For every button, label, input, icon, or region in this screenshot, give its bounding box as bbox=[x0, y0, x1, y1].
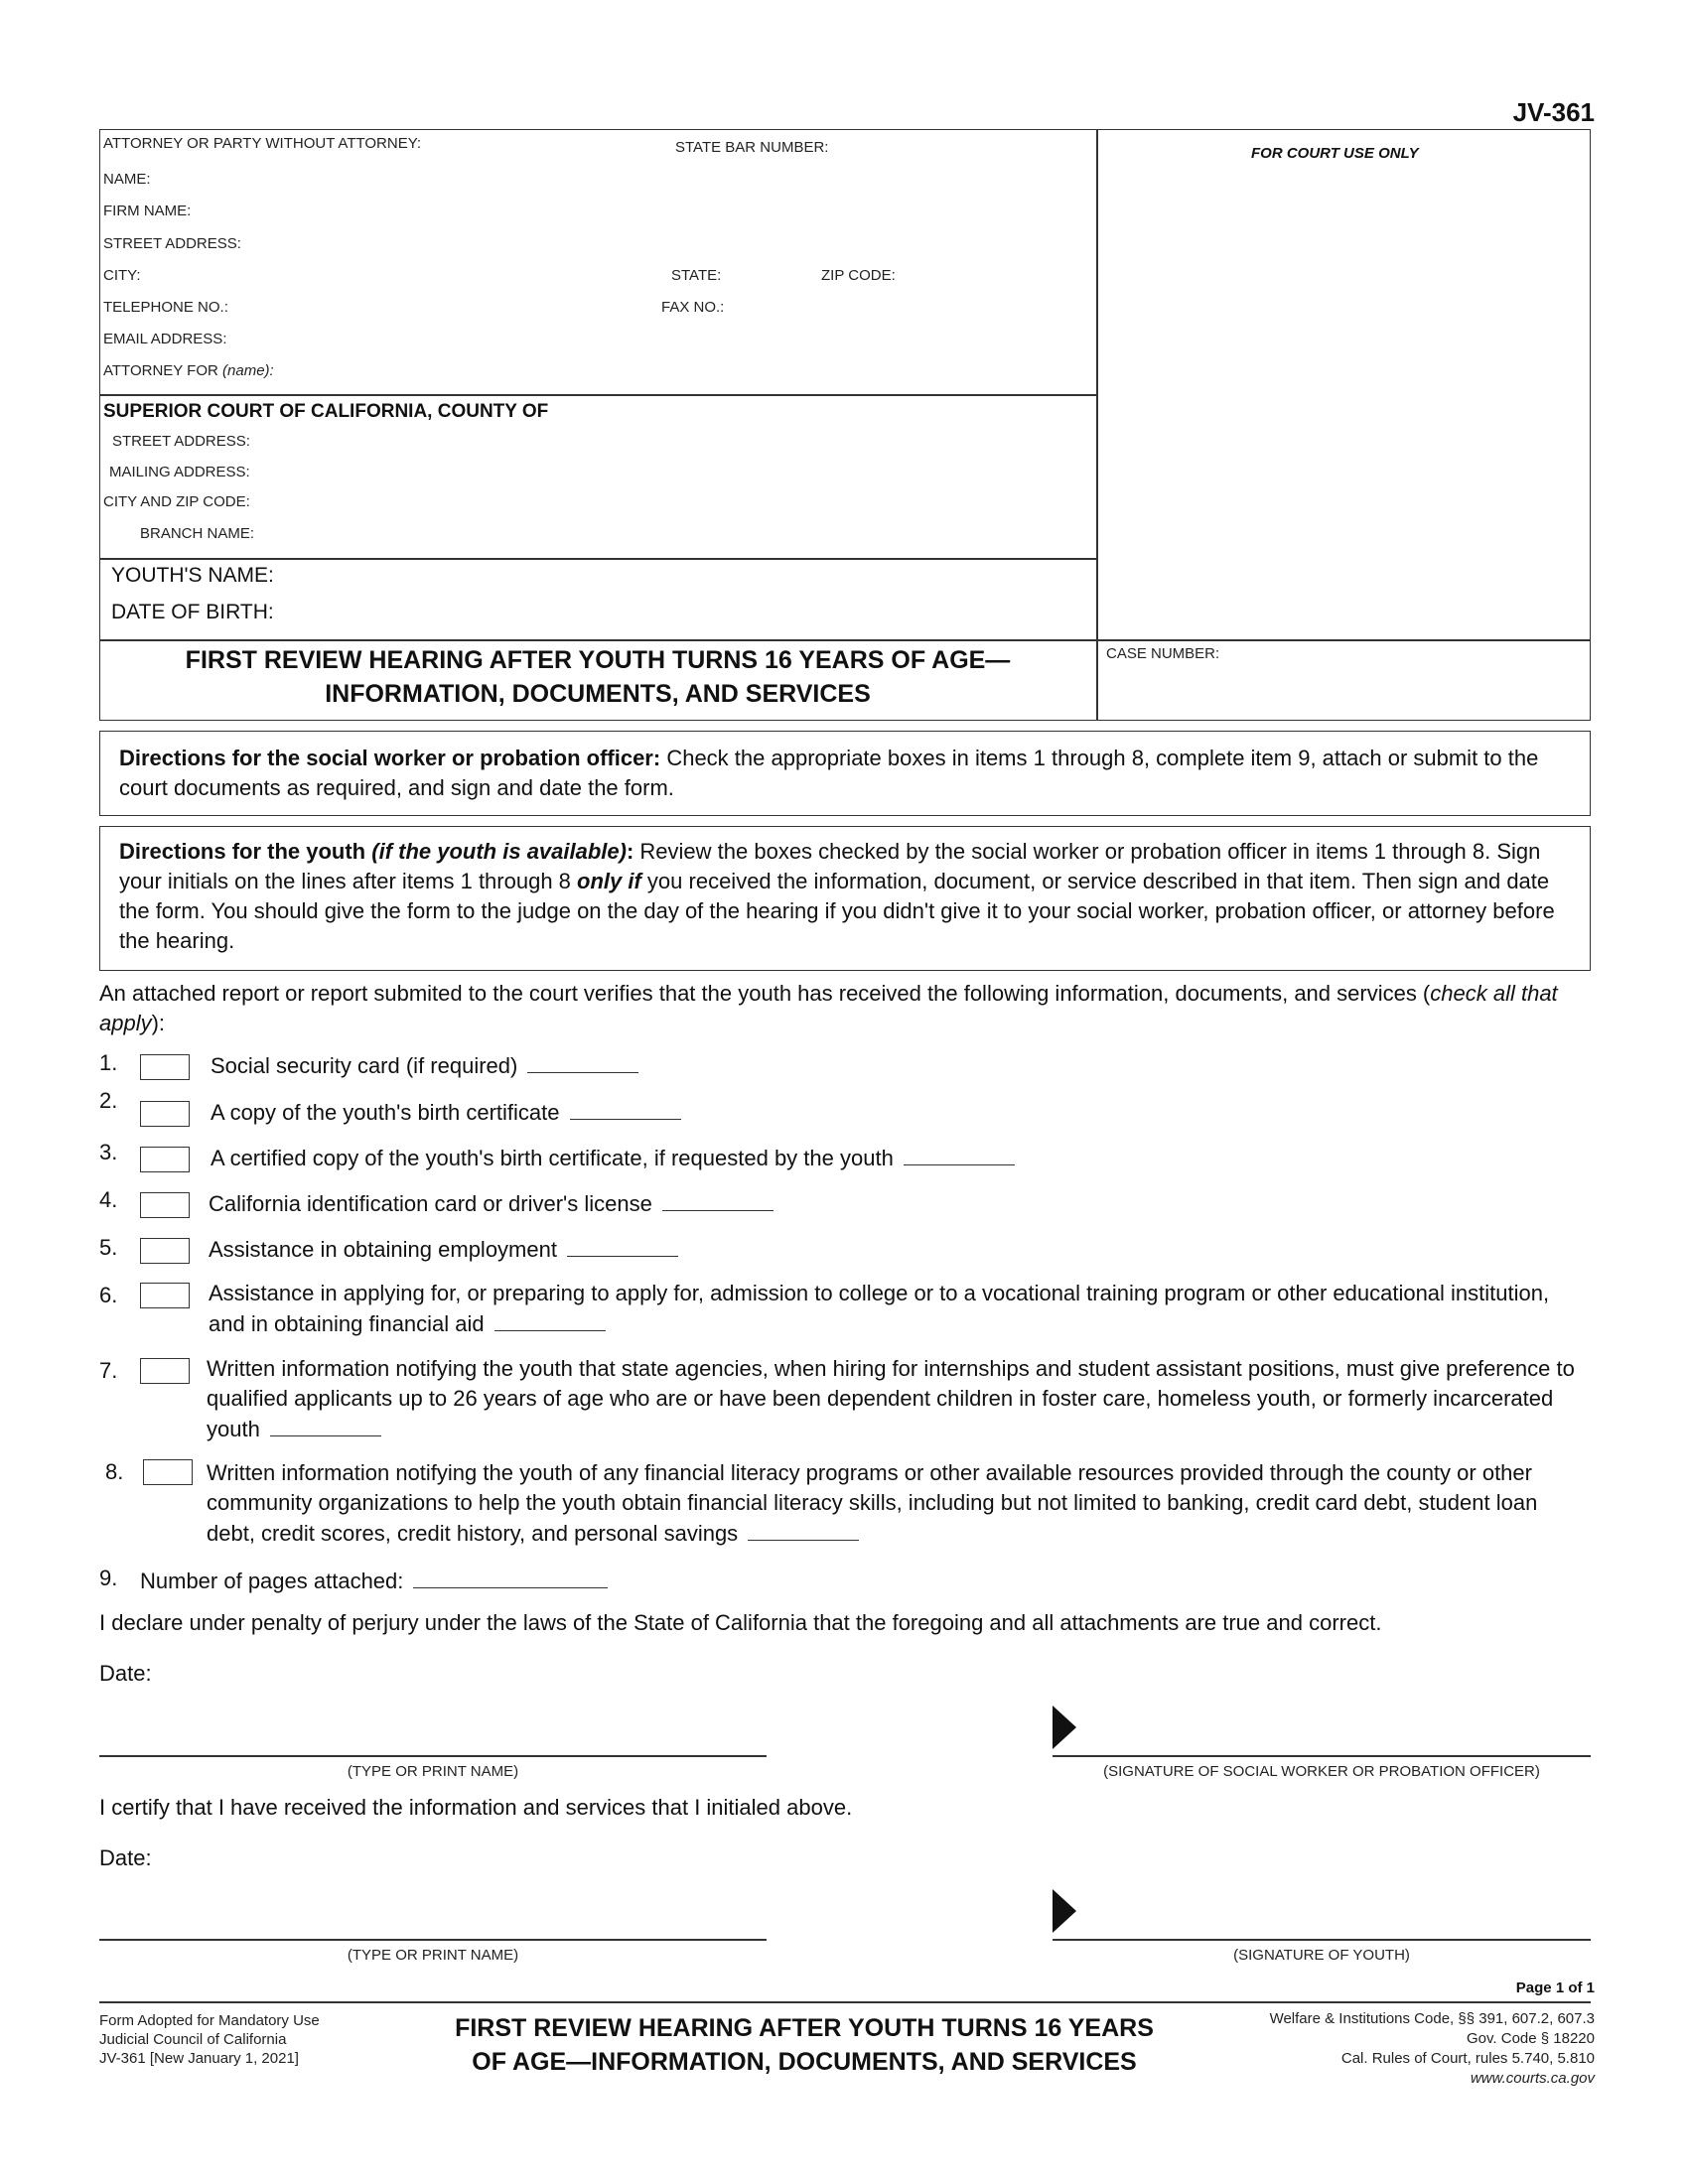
attorney-for-label: ATTORNEY FOR (name): bbox=[103, 362, 274, 379]
attorney-label: ATTORNEY OR PARTY WITHOUT ATTORNEY: bbox=[103, 135, 422, 152]
item-3-initial-line[interactable] bbox=[904, 1143, 1015, 1165]
item-2: A copy of the youth's birth certificate bbox=[211, 1097, 1581, 1128]
page-number: Page 1 of 1 bbox=[1515, 1979, 1595, 1996]
declaration-text: I declare under penalty of perjury under the laws of the State of California that the foregoing and all attachments are true and correct. bbox=[99, 1610, 1382, 1635]
email-label: EMAIL ADDRESS: bbox=[103, 331, 227, 347]
form-title: FIRST REVIEW HEARING AFTER YOUTH TURNS 16 YEARS OF AGE— INFORMATION, DOCUMENTS, AND SERVICES bbox=[185, 646, 1011, 708]
directions-youth: Directions for the youth (if the youth is available): Review the boxes checked by the social worker or probation officer in items 1 through 8. Sign your initials on the lines after items 1 through 8 only if you received the information, document, or service described in that item. Then sign and date the form. You should give the form to the judge on the day of the hearing if you didn't give it to your social worker, probation officer, or attorney before the hearing. bbox=[119, 839, 1555, 953]
city-label: CITY: bbox=[103, 267, 141, 284]
item-6: Assistance in applying for, or preparing to apply for, admission to college or to a vocational training program or other educational institution, and in obtaining financial aid bbox=[209, 1281, 1550, 1336]
telephone-label: TELEPHONE NO.: bbox=[103, 299, 228, 316]
fax-label: FAX NO.: bbox=[661, 299, 725, 316]
footer-title: FIRST REVIEW HEARING AFTER YOUTH TURNS 16 YEARS OF AGE—INFORMATION, DOCUMENTS, AND SERVICES bbox=[455, 2014, 1154, 2076]
street-address-label: STREET ADDRESS: bbox=[103, 235, 241, 252]
signature-arrow-icon bbox=[1053, 1889, 1076, 1933]
type-name-line[interactable] bbox=[99, 1939, 767, 1941]
caption-box bbox=[99, 129, 1591, 721]
item-number: 7. bbox=[99, 1358, 118, 1383]
caption-divider bbox=[1096, 129, 1098, 721]
item-5: Assistance in obtaining employment bbox=[209, 1234, 1579, 1265]
item-5-checkbox[interactable] bbox=[140, 1238, 190, 1264]
item-number: 4. bbox=[99, 1187, 118, 1212]
item-1-checkbox[interactable] bbox=[140, 1054, 190, 1080]
item-number: 1. bbox=[99, 1050, 118, 1075]
item-4-checkbox[interactable] bbox=[140, 1192, 190, 1218]
item-number: 9. bbox=[99, 1566, 118, 1590]
youth-name-label: YOUTH'S NAME: bbox=[111, 564, 274, 587]
zip-code-label: ZIP CODE: bbox=[821, 267, 896, 284]
case-number-label: CASE NUMBER: bbox=[1106, 645, 1220, 662]
youth-signature-caption: (SIGNATURE OF YOUTH) bbox=[1233, 1947, 1410, 1964]
item-7: Written information notifying the youth that state agencies, when hiring for internships and student assistant positions, must give preference to qualified applicants up to 26 years of age who are or have been dependent children in foster care, homeless youth, or formerly incarcerated youth bbox=[207, 1356, 1575, 1441]
item-6-checkbox[interactable] bbox=[140, 1283, 190, 1308]
item-3-checkbox[interactable] bbox=[140, 1147, 190, 1172]
item-7-checkbox[interactable] bbox=[140, 1358, 190, 1384]
item-8: Written information notifying the youth of any financial literacy programs or other available resources provided through the county or other community organizations to help the youth obtain financial literacy skills, including but not limited to banking, credit card debt, student loan debt, credit scores, credit history, and personal savings bbox=[207, 1460, 1538, 1546]
item-number: 3. bbox=[99, 1140, 118, 1164]
item-5-initial-line[interactable] bbox=[567, 1234, 678, 1257]
item-number: 5. bbox=[99, 1235, 118, 1260]
court-street-label: STREET ADDRESS: bbox=[112, 433, 250, 450]
item-1-initial-line[interactable] bbox=[527, 1050, 638, 1073]
type-name-line[interactable] bbox=[99, 1755, 767, 1757]
pages-attached-field[interactable] bbox=[413, 1566, 608, 1588]
item-number: 8. bbox=[105, 1459, 124, 1484]
signature-arrow-icon bbox=[1053, 1706, 1076, 1749]
item-8-checkbox[interactable] bbox=[143, 1459, 193, 1485]
item-3: A certified copy of the youth's birth certificate, if requested by the youth bbox=[211, 1143, 1581, 1173]
footer-left: Form Adopted for Mandatory Use Judicial Council of California JV-361 [New January 1, 2021] bbox=[99, 2012, 320, 2067]
item-2-initial-line[interactable] bbox=[570, 1097, 681, 1120]
certify-text: I certify that I have received the information and services that I initialed above. bbox=[99, 1795, 853, 1820]
court-heading: SUPERIOR COURT OF CALIFORNIA, COUNTY OF bbox=[103, 401, 549, 422]
name-label: NAME: bbox=[103, 171, 151, 188]
courts-website-link[interactable]: www.courts.ca.gov bbox=[1470, 2070, 1595, 2087]
item-9: Number of pages attached: bbox=[140, 1566, 1034, 1596]
item-4-initial-line[interactable] bbox=[662, 1188, 774, 1211]
directions-worker: Directions for the social worker or probation officer: Check the appropriate boxes in items 1 through 8, complete item 9, attach or submit to the court documents as required, and sign and date the form. bbox=[119, 746, 1539, 800]
footer-right: Welfare & Institutions Code, §§ 391, 607.2, 607.3 Gov. Code § 18220 Cal. Rules of Court, rules 5.740, 5.810 www.courts.ca.gov bbox=[1269, 2010, 1595, 2087]
court-branch-label: BRANCH NAME: bbox=[140, 525, 255, 542]
youth-dob-label: DATE OF BIRTH: bbox=[111, 601, 274, 623]
item-2-checkbox[interactable] bbox=[140, 1101, 190, 1127]
court-mailing-label: MAILING ADDRESS: bbox=[109, 464, 250, 480]
date-label: Date: bbox=[99, 1845, 152, 1870]
item-number: 6. bbox=[99, 1283, 118, 1307]
form-number: JV-361 bbox=[1512, 97, 1595, 127]
item-number: 2. bbox=[99, 1088, 118, 1113]
youth-signature-line[interactable] bbox=[1053, 1939, 1591, 1941]
item-6-initial-line[interactable] bbox=[494, 1308, 606, 1331]
firm-name-label: FIRM NAME: bbox=[103, 203, 192, 219]
date-label: Date: bbox=[99, 1661, 152, 1686]
worker-signature-caption: (SIGNATURE OF SOCIAL WORKER OR PROBATION OFFICER) bbox=[1103, 1763, 1540, 1780]
court-cityzip-label: CITY AND ZIP CODE: bbox=[103, 493, 250, 510]
item-1: Social security card (if required) bbox=[211, 1050, 1581, 1081]
footer-rule bbox=[99, 2001, 1591, 2003]
state-bar-label: STATE BAR NUMBER: bbox=[675, 139, 829, 156]
item-8-initial-line[interactable] bbox=[748, 1518, 859, 1541]
item-4: California identification card or driver's license bbox=[209, 1188, 1579, 1219]
item-7-initial-line[interactable] bbox=[270, 1414, 381, 1436]
type-name-caption: (TYPE OR PRINT NAME) bbox=[347, 1763, 519, 1780]
worker-signature-line[interactable] bbox=[1053, 1755, 1591, 1757]
type-name-caption: (TYPE OR PRINT NAME) bbox=[347, 1947, 519, 1964]
intro-text: An attached report or report submited to the court verifies that the youth has received the following information, documents, and services (check all that apply): bbox=[99, 981, 1558, 1035]
court-use-label: FOR COURT USE ONLY bbox=[1251, 145, 1419, 162]
state-label: STATE: bbox=[671, 267, 722, 284]
